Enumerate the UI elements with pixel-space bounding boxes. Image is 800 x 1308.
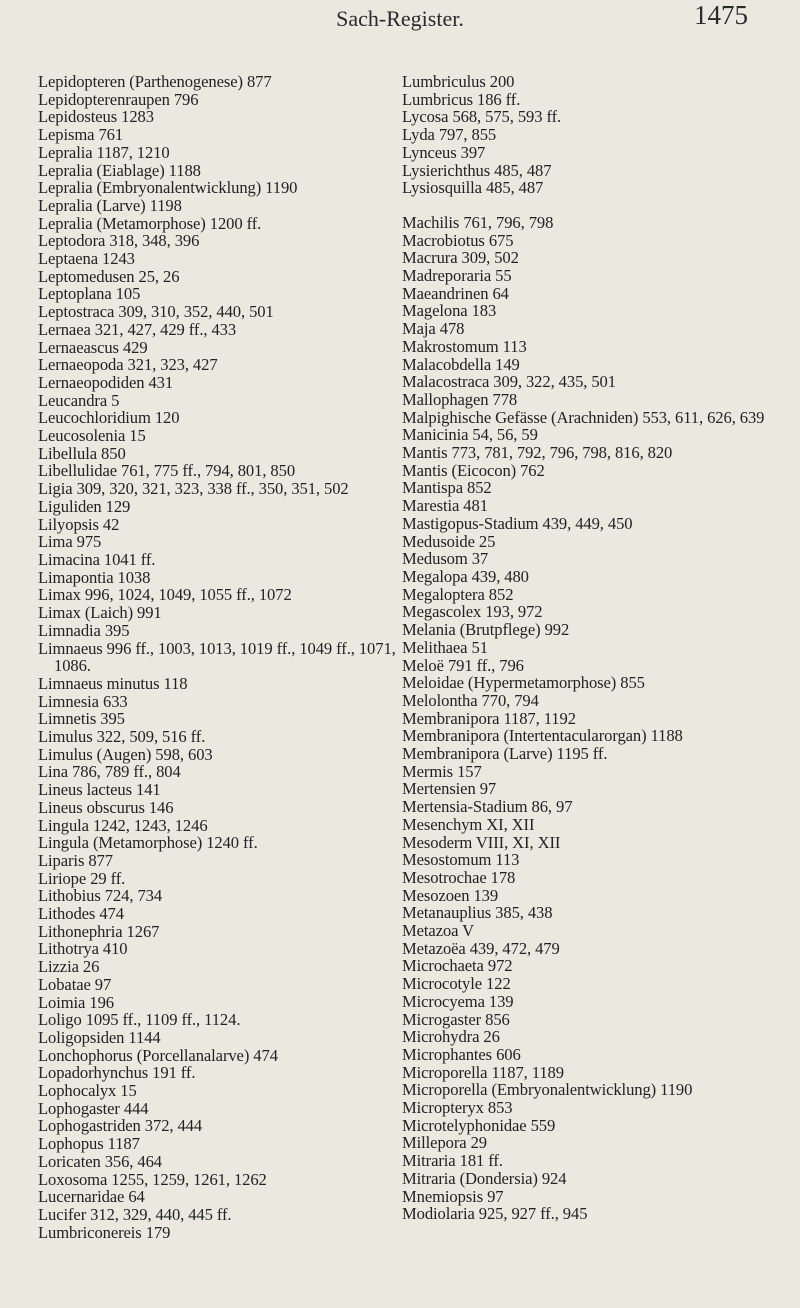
index-entry: Limacina 1041 ff.: [38, 549, 156, 569]
index-entry: Malpighische Gefässe (Arachniden) 553, 611, 626, 639: [402, 407, 765, 427]
index-entry: Leptomedusen 25, 26: [38, 266, 180, 286]
index-entry: Metazoëa 439, 472, 479: [402, 938, 560, 958]
index-entry: Megascolex 193, 972: [402, 602, 543, 622]
index-entry: Lophopus 1187: [38, 1134, 140, 1154]
index-entry: Loligo 1095 ff., 1109 ff., 1124.: [38, 1010, 241, 1030]
index-entry: Microgaster 856: [402, 1009, 510, 1029]
index-entry: Lepisma 761: [38, 125, 124, 145]
index-entry: Lyda 797, 855: [402, 125, 497, 145]
index-entry: Melithaea 51: [402, 637, 488, 657]
index-entry: Lina 786, 789 ff., 804: [38, 762, 181, 782]
index-entry: Loligopsiden 1144: [38, 1027, 161, 1047]
index-entry: Lithobius 724, 734: [38, 886, 163, 906]
index-entry: Lineus obscurus 146: [38, 797, 174, 817]
index-entry: Lucifer 312, 329, 440, 445 ff.: [38, 1205, 232, 1224]
index-entry: Machilis 761, 796, 798: [402, 212, 554, 232]
index-entry: Lobatae 97: [38, 974, 112, 994]
section-gap: [402, 197, 782, 214]
index-entry: Megaloptera 852: [402, 584, 514, 604]
index-entry: Membranipora 1187, 1192: [402, 708, 576, 728]
index-entry: Microtelyphonidae 559: [402, 1115, 556, 1135]
index-entry: Leptoplana 105: [38, 284, 141, 304]
index-entry: Lepralia (Metamorphose) 1200 ff.: [38, 213, 262, 233]
index-entry: Limnadia 395: [38, 620, 130, 640]
index-entry: Meloë 791 ff., 796: [402, 655, 524, 675]
index-entry: Mitraria 181 ff.: [402, 1151, 503, 1171]
index-entry: Metazoa V: [402, 921, 475, 941]
index-entry: Lophogastriden 372, 444: [38, 1116, 203, 1136]
index-entry: Marestia 481: [402, 496, 488, 516]
index-entry: Limnetis 395: [38, 709, 125, 729]
index-entry: Manicinia 54, 56, 59: [402, 425, 538, 445]
index-entry: Magelona 183: [402, 301, 497, 321]
index-entry: Leucosolenia 15: [38, 426, 146, 446]
index-entry: Modiolaria 925, 927 ff., 945: [402, 1204, 588, 1224]
index-column-right: [402, 73, 782, 1223]
index-entry: Melania (Brutpflege) 992: [402, 620, 570, 640]
index-entry: Lophocalyx 15: [38, 1081, 137, 1101]
index-entry: Melolontha 770, 794: [402, 690, 539, 710]
index-entry: Micropteryx 853: [402, 1098, 513, 1118]
index-entry: Limulus 322, 509, 516 ff.: [38, 727, 206, 747]
index-entry: Medusom 37: [402, 549, 489, 569]
index-entry: Lycosa 568, 575, 593 ff.: [402, 107, 562, 127]
index-entry: Lucernaridae 64: [38, 1187, 145, 1207]
index-entry: Medusoide 25: [402, 531, 496, 551]
index-entry: Megalopa 439, 480: [402, 566, 529, 586]
index-entry: Ligia 309, 320, 321, 323, 338 ff., 350, 351, 502: [38, 479, 349, 499]
index-entry: Liriope 29 ff.: [38, 868, 126, 888]
index-entry: Lernaeopodiden 431: [38, 372, 174, 392]
index-entry: Membranipora (Intertentacularorgan) 1188: [402, 726, 683, 746]
index-entry: Lepralia (Larve) 1198: [38, 195, 182, 215]
index-entry: Leucandra 5: [38, 390, 120, 410]
index-entry: Mnemiopsis 97: [402, 1186, 504, 1206]
index-entry: Limnesia 633: [38, 691, 128, 711]
index-entry: Mermis 157: [402, 761, 482, 781]
index-entry: Limax (Laich) 991: [38, 603, 162, 623]
index-entry: Membranipora (Larve) 1195 ff.: [402, 744, 608, 764]
index-entry: Microcyema 139: [402, 991, 514, 1011]
index-entry: Mesotrochae 178: [402, 867, 516, 887]
index-entry: Millepora 29: [402, 1133, 487, 1153]
index-entry: Metanauplius 385, 438: [402, 903, 553, 923]
index-entry: Malacobdella 149: [402, 354, 520, 374]
index-entry: Lingula (Metamorphose) 1240 ff.: [38, 833, 258, 853]
index-entry: Microphantes 606: [402, 1044, 521, 1064]
index-entry: Lernaeascus 429: [38, 337, 148, 357]
index-entry: Macrura 309, 502: [402, 248, 519, 268]
index-entry: Lepidosteus 1283: [38, 107, 154, 127]
index-entry: Leptodora 318, 348, 396: [38, 231, 200, 251]
index-entry: Lingula 1242, 1243, 1246: [38, 815, 208, 835]
index-entry: Lysierichthus 485, 487: [402, 160, 552, 180]
index-entry: Limnaeus 996 ff., 1003, 1013, 1019 ff., 1049 ff., 1071, 1086.: [38, 638, 396, 676]
index-entry: Madreporaria 55: [402, 266, 512, 286]
index-entry: Microporella (Embryonalentwicklung) 1190: [402, 1080, 693, 1100]
index-entry: Macrobiotus 675: [402, 230, 514, 250]
index-entry: Lithotrya 410: [38, 939, 128, 959]
index-entry: Microchaeta 972: [402, 956, 513, 976]
index-entry: Lithonephria 1267: [38, 921, 160, 941]
index-entry: Mertensia-Stadium 86, 97: [402, 797, 573, 817]
index-entry: Makrostomum 113: [402, 336, 527, 356]
index-entry: Mesenchym XI, XII: [402, 814, 535, 834]
index-entry: Limapontia 1038: [38, 567, 151, 587]
index-entry: Microhydra 26: [402, 1027, 500, 1047]
index-entry: Lumbriconereis 179: [38, 1222, 171, 1242]
index-entry: Leptostraca 309, 310, 352, 440, 501: [38, 302, 274, 322]
index-entry: Lepidopterenraupen 796: [38, 89, 199, 109]
index-entry: Limax 996, 1024, 1049, 1055 ff., 1072: [38, 585, 292, 605]
index-entry: Lilyopsis 42: [38, 514, 120, 534]
index-entry: Mantis (Eicocon) 762: [402, 460, 545, 480]
index-entry: Lepidopteren (Parthenogenese) 877: [38, 72, 272, 91]
index-entry: Mantis 773, 781, 792, 796, 798, 816, 820: [402, 443, 673, 463]
index-entry: Malacostraca 309, 322, 435, 501: [402, 372, 616, 392]
index-entry: Lithodes 474: [38, 904, 124, 924]
index-entry: Maja 478: [402, 319, 465, 339]
index-entry: Libellulidae 761, 775 ff., 794, 801, 850: [38, 461, 296, 481]
index-entry: Lophogaster 444: [38, 1098, 149, 1118]
index-entry: Lysiosquilla 485, 487: [402, 178, 544, 198]
index-entry: Lernaeopoda 321, 323, 427: [38, 355, 218, 375]
index-entry: Loimia 196: [38, 992, 114, 1012]
page-number: 1475: [694, 0, 748, 30]
index-entry: Lynceus 397: [402, 142, 486, 162]
index-entry: Lineus lacteus 141: [38, 780, 161, 800]
index-entry: Lernaea 321, 427, 429 ff., 433: [38, 319, 237, 339]
index-entry: Mantispa 852: [402, 478, 492, 498]
index-entry: Lumbricus 186 ff.: [402, 89, 521, 109]
index-entry: Microporella 1187, 1189: [402, 1062, 564, 1082]
index-entry: Lepralia (Embryonalentwicklung) 1190: [38, 178, 298, 198]
index-entry: Mallophagen 778: [402, 389, 518, 409]
index-entry: Liparis 877: [38, 850, 113, 870]
index-entry: Leptaena 1243: [38, 249, 135, 269]
index-entry: Limnaeus minutus 118: [38, 673, 188, 693]
index-entry: Meloidae (Hypermetamorphose) 855: [402, 673, 645, 693]
index-entry: Lepralia (Eiablage) 1188: [38, 160, 201, 180]
index-entry: Liguliden 129: [38, 496, 131, 516]
index-entry: Mitraria (Dondersia) 924: [402, 1168, 567, 1188]
index-entry: Leucochloridium 120: [38, 408, 180, 428]
index-entry: Mastigopus-Stadium 439, 449, 450: [402, 513, 633, 533]
index-entry: Loricaten 356, 464: [38, 1151, 162, 1171]
index-entry: Loxosoma 1255, 1259, 1261, 1262: [38, 1169, 267, 1189]
index-entry: Lizzia 26: [38, 957, 100, 977]
index-entry: Lepralia 1187, 1210: [38, 142, 170, 162]
index-entry: Libellula 850: [38, 443, 126, 463]
index-entry: Mesozoen 139: [402, 885, 499, 905]
index-column-left: [38, 73, 398, 1241]
index-entry: Microcotyle 122: [402, 974, 511, 994]
running-header-title: Sach-Register.: [336, 6, 464, 31]
index-entry: Mesostomum 113: [402, 850, 520, 870]
index-entry: Mesoderm VIII, XI, XII: [402, 832, 561, 852]
index-entry: Lopadorhynchus 191 ff.: [38, 1063, 196, 1083]
index-entry: Lima 975: [38, 532, 102, 552]
index-entry: Lumbriculus 200: [402, 72, 515, 91]
index-entry: Limulus (Augen) 598, 603: [38, 744, 213, 764]
index-entry: Lonchophorus (Porcellanalarve) 474: [38, 1045, 278, 1065]
index-entry: Mertensien 97: [402, 779, 497, 799]
index-entry: Maeandrinen 64: [402, 283, 509, 303]
